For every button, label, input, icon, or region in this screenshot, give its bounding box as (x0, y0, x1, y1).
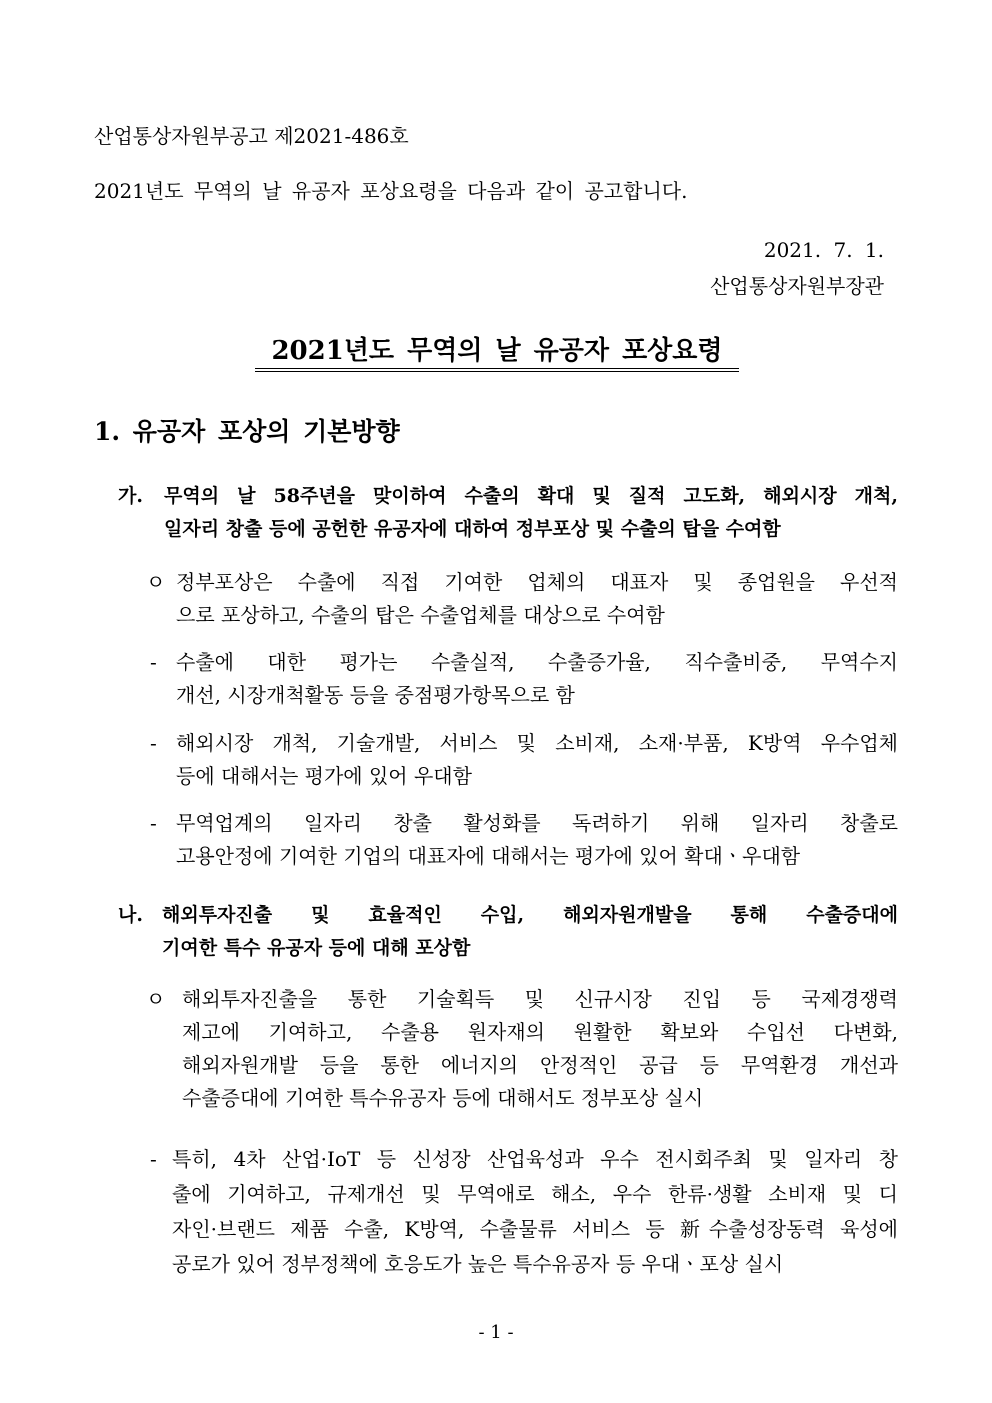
section-heading: 1. 유공자 포상의 기본방향 (94, 417, 400, 446)
dash-line: 공로가 있어 정부정책에 호응도가 높은 특수유공자 등 우대ㆍ포상 실시 (172, 1252, 784, 1276)
issuer: 산업통상자원부장관 (710, 274, 884, 298)
dash-line: 자인·브랜드 제품 수출, K방역, 수출물류 서비스 등 新수출성장동력 육성에 (172, 1217, 898, 1241)
item-line: 해외투자진출 및 효율적인 수입, 해외자원개발을 통해 수출증대에 (162, 904, 898, 926)
dash-line: 고용안정에 기여한 기업의 대표자에 대해서는 평가에 있어 확대ㆍ우대함 (176, 844, 801, 868)
circle-line: 제고에 기여하고, 수출용 원자재의 원활한 확보와 수입선 다변화, (182, 1020, 898, 1044)
item-marker: 나. (118, 904, 143, 926)
notice-number: 산업통상자원부공고 제2021-486호 (94, 124, 409, 148)
item-line: 기여한 특수 유공자 등에 대해 포상함 (162, 937, 471, 959)
circle-line: 으로 포상하고, 수출의 탑은 수출업체를 대상으로 수여함 (176, 603, 665, 627)
item-marker: 가. (118, 485, 143, 507)
item-line: 일자리 창출 등에 공헌한 유공자에 대하여 정부포상 및 수출의 탑을 수여함 (164, 518, 781, 540)
item-line: 무역의 날 58주년을 맞이하여 수출의 확대 및 질적 고도화, 해외시장 개척, (164, 485, 898, 507)
item-na (118, 899, 898, 965)
notice-date: 2021. 7. 1. (763, 238, 884, 262)
dash-line: 수출에 대한 평가는 수출실적, 수출증가율, 직수출비중, 무역수지 (176, 650, 898, 674)
circle-line: 해외투자진출을 통한 기술획득 및 신규시장 진입 등 국제경쟁력 (182, 987, 898, 1011)
dash-line: 무역업계의 일자리 창출 활성화를 독려하기 위해 일자리 창출로 (176, 811, 898, 835)
dash-bullet-icon: - (150, 1147, 157, 1171)
circle-line: 정부포상은 수출에 직접 기여한 업체의 대표자 및 종업원을 우선적 (176, 570, 898, 594)
dash-bullet-icon: - (150, 731, 157, 755)
circle-bullet-icon: ㅇ (146, 987, 166, 1011)
document-title: 2021년도 무역의 날 유공자 포상요령 (271, 336, 723, 366)
circle-line: 해외자원개발 등을 통한 에너지의 안정적인 공급 등 무역환경 개선과 (182, 1053, 898, 1077)
dash-item (150, 727, 898, 793)
dash-item (150, 1142, 898, 1282)
dash-line: 특히, 4차 산업·IoT 등 신성장 산업육성과 우수 전시회주최 및 일자리 창 (172, 1147, 898, 1171)
intro-text: 2021년도 무역의 날 유공자 포상요령을 다음과 같이 공고합니다. (94, 179, 688, 203)
dash-line: 출에 기여하고, 규제개선 및 무역애로 해소, 우수 한류·생활 소비재 및 디 (172, 1182, 898, 1206)
item-ga (118, 480, 898, 546)
dash-line: 개선, 시장개척활동 등을 중점평가항목으로 함 (176, 683, 575, 707)
dash-bullet-icon: - (150, 811, 157, 835)
circle-line: 수출증대에 기여한 특수유공자 등에 대해서도 정부포상 실시 (182, 1086, 704, 1110)
page-number: - 1 - (478, 1322, 514, 1343)
circle-item (146, 566, 898, 632)
title-double-underline (255, 368, 739, 372)
dash-item (150, 807, 898, 873)
circle-item (146, 983, 898, 1115)
dash-bullet-icon: - (150, 650, 157, 674)
dash-line: 해외시장 개척, 기술개발, 서비스 및 소비재, 소재·부품, K방역 우수업체 (176, 731, 898, 755)
dash-item (150, 646, 898, 712)
dash-line: 등에 대해서는 평가에 있어 우대함 (176, 764, 472, 788)
circle-bullet-icon: ㅇ (146, 570, 166, 594)
